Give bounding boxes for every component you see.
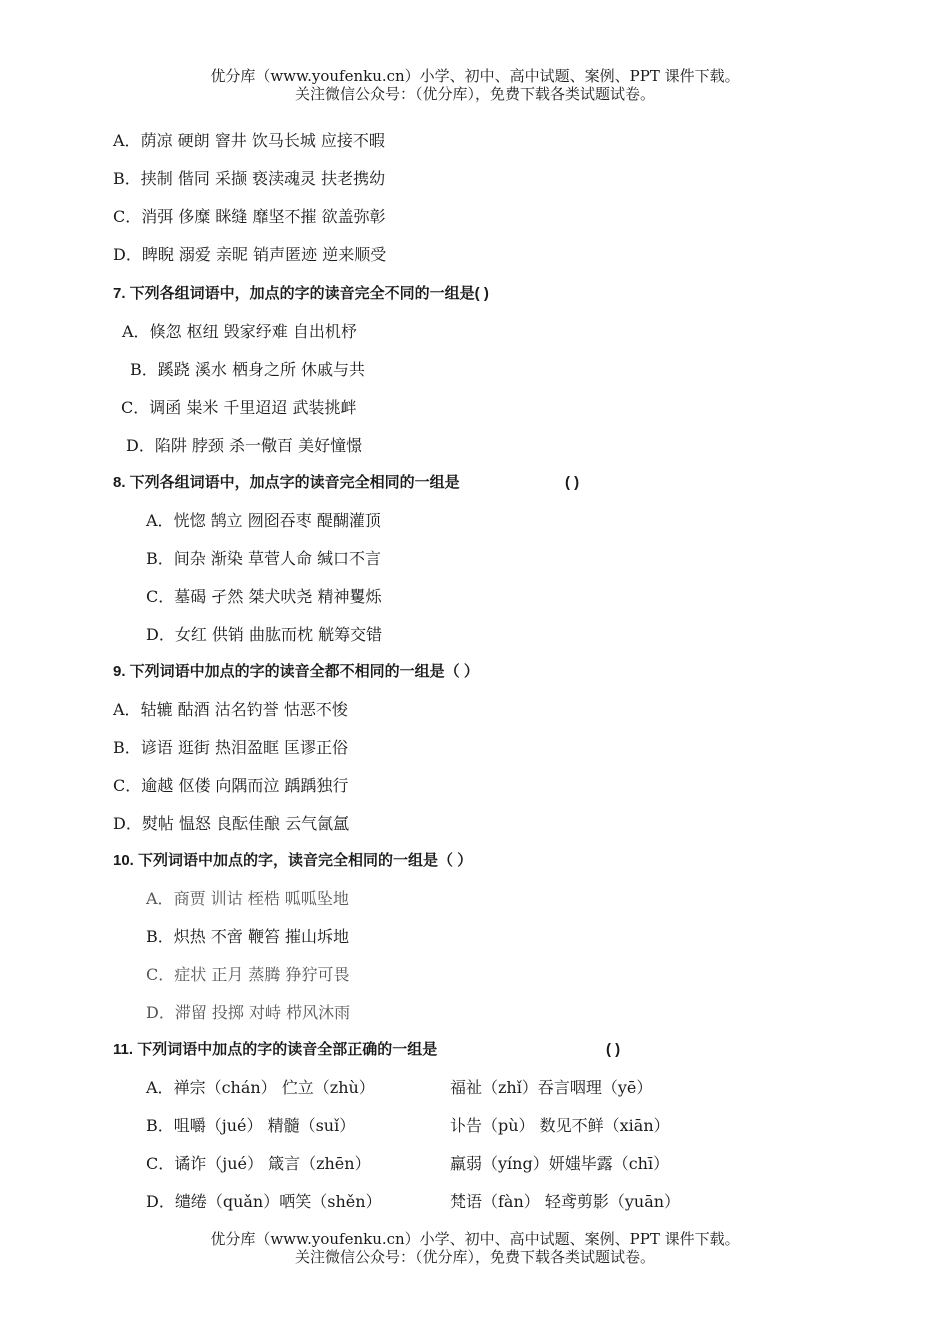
option-label: C． <box>113 776 142 795</box>
option-label: D． <box>126 436 155 455</box>
question-8 <box>113 471 580 661</box>
q8-option-d <box>113 623 460 661</box>
option-left-text: 咀嚼（jué） 精髓（suǐ） <box>173 1116 356 1135</box>
option-label: B． <box>146 549 174 568</box>
option-text: 谚语 逛街 热泪盈眶 匡谬正俗 <box>140 738 349 757</box>
q8-title-text: 8. 下列各组词语中，加点字的读音完全相同的一组是 <box>113 474 460 491</box>
q6-option-a <box>113 129 386 167</box>
option-label: B． <box>146 927 174 946</box>
q11-option-d <box>113 1190 681 1228</box>
question-9 <box>113 660 479 850</box>
q6-option-d <box>113 243 386 281</box>
option-label: C． <box>146 587 175 606</box>
option-label: A． <box>146 1078 174 1097</box>
option-label: A． <box>146 511 174 530</box>
option-right-text: 羸弱（yíng）妍媸毕露（chī） <box>450 1154 670 1173</box>
option-label: D． <box>113 245 142 264</box>
question-7 <box>113 282 489 472</box>
option-text: 睥睨 溺爱 亲昵 销声匿迹 逆来顺受 <box>141 245 387 264</box>
option-text: 症状 正月 蒸腾 狰狞可畏 <box>174 965 350 984</box>
footer-line-1: 优分库（www.youfenku.cn）小学、初中、高中试题、案例、PPT 课件下载。 <box>210 1230 740 1248</box>
answer-paren: ( ) <box>606 1041 621 1058</box>
option-label: A． <box>113 131 141 150</box>
q10-title: 10. 下列词语中加点的字，读音完全相同的一组是（ ） <box>113 852 473 869</box>
q11-option-a <box>113 1076 653 1114</box>
q11-title-text: 11. 下列词语中加点的字的读音全部正确的一组是 <box>113 1041 438 1058</box>
option-label: A． <box>122 322 150 341</box>
option-label: A． <box>146 889 174 908</box>
option-right-text: 福祉（zhǐ）吞言咽理（yē） <box>450 1078 653 1097</box>
q6-option-b <box>113 167 386 205</box>
option-left-text: 缱绻（quǎn）哂笑（shěn） <box>174 1192 382 1211</box>
q11-option-c <box>113 1152 670 1190</box>
answer-paren: ( ) <box>565 474 580 491</box>
option-text: 滞留 投掷 对峙 栉风沐雨 <box>174 1003 351 1022</box>
option-text: 倏忽 枢纽 毁家纾难 自出机杼 <box>149 322 357 341</box>
q8-option-c <box>113 585 460 623</box>
q10-option-c <box>113 963 472 1001</box>
option-label: D． <box>146 1192 175 1211</box>
option-right-text: 梵语（fàn） 轻鸢剪影（yuān） <box>450 1192 681 1211</box>
q7-option-d <box>113 434 489 472</box>
option-label: C． <box>121 398 150 417</box>
q7-option-c <box>113 396 489 434</box>
q7-option-b <box>113 358 489 396</box>
option-label: C． <box>113 207 142 226</box>
header-line-1: 优分库（www.youfenku.cn）小学、初中、高中试题、案例、PPT 课件下载。 <box>210 67 740 85</box>
footer-line-2: 关注微信公众号：（优分库），免费下载各类试题试卷。 <box>294 1248 655 1266</box>
question-10 <box>113 849 472 1039</box>
q10-option-a <box>113 887 472 925</box>
q7-option-a <box>113 320 489 358</box>
option-text: 墓碣 孑然 桀犬吠尧 精神矍烁 <box>174 587 382 606</box>
option-left-text: 谲诈（jué） 箴言（zhēn） <box>174 1154 371 1173</box>
option-label: C． <box>146 965 175 984</box>
q9-option-c <box>113 774 479 812</box>
option-label: D． <box>146 1003 175 1022</box>
option-text: 恍惚 鹄立 囫囵吞枣 醍醐灌顶 <box>173 511 381 530</box>
option-text: 荫凉 硬朗 窨井 饮马长城 应接不暇 <box>140 131 385 150</box>
q9-title: 9. 下列词语中加点的字的读音全都不相同的一组是（ ） <box>113 663 479 680</box>
q10-option-b <box>113 925 472 963</box>
option-text: 熨帖 愠怒 良酝佳酿 云气氤氲 <box>141 814 350 833</box>
q10-option-d <box>113 1001 472 1039</box>
option-text: 蹊跷 溪水 栖身之所 休戚与共 <box>157 360 366 379</box>
option-label: D． <box>146 625 175 644</box>
option-text: 炽热 不啻 鞭笞 摧山坼地 <box>173 927 350 946</box>
option-label: C． <box>146 1154 175 1173</box>
option-label: A． <box>113 700 141 719</box>
option-label: B． <box>146 1116 174 1135</box>
q9-option-d <box>113 812 479 850</box>
option-right-text: 讣告（pù） 数见不鲜（xiān） <box>450 1116 670 1135</box>
q11-title <box>113 1038 621 1076</box>
question-6-options <box>113 129 386 281</box>
page-header <box>0 67 950 103</box>
q9-option-b <box>113 736 479 774</box>
question-11 <box>113 1038 681 1228</box>
header-line-2: 关注微信公众号：（优分库），免费下载各类试题试卷。 <box>294 85 655 103</box>
page-footer <box>0 1230 950 1266</box>
option-left-text: 禅宗（chán） 伫立（zhù） <box>173 1078 375 1097</box>
option-label: B． <box>113 738 141 757</box>
q8-title <box>113 471 580 509</box>
option-label: B． <box>130 360 158 379</box>
q8-option-a <box>113 509 460 547</box>
option-text: 间杂 渐染 草菅人命 缄口不言 <box>173 549 382 568</box>
option-text: 逾越 伛偻 向隅而泣 踽踽独行 <box>141 776 349 795</box>
q9-option-a <box>113 698 479 736</box>
q11-option-b <box>113 1114 670 1152</box>
option-text: 挟制 偕同 采撷 亵渎魂灵 扶老携幼 <box>140 169 386 188</box>
q8-option-b <box>113 547 460 585</box>
option-text: 女红 供销 曲肱而枕 觥筹交错 <box>174 625 383 644</box>
q6-option-c <box>113 205 386 243</box>
option-text: 消弭 侈糜 眯缝 靡坚不摧 欲盖弥彰 <box>141 207 386 226</box>
option-text: 轱辘 酤酒 沽名钓誉 怙恶不悛 <box>140 700 348 719</box>
option-text: 陷阱 脖颈 杀一儆百 美好憧憬 <box>154 436 363 455</box>
q7-title: 7. 下列各组词语中，加点的字的读音完全不同的一组是( ) <box>113 285 489 302</box>
option-text: 商贾 训诂 桎梏 呱呱坠地 <box>173 889 349 908</box>
option-label: B． <box>113 169 141 188</box>
option-label: D． <box>113 814 142 833</box>
option-text: 调函 粜米 千里迢迢 武装挑衅 <box>149 398 357 417</box>
